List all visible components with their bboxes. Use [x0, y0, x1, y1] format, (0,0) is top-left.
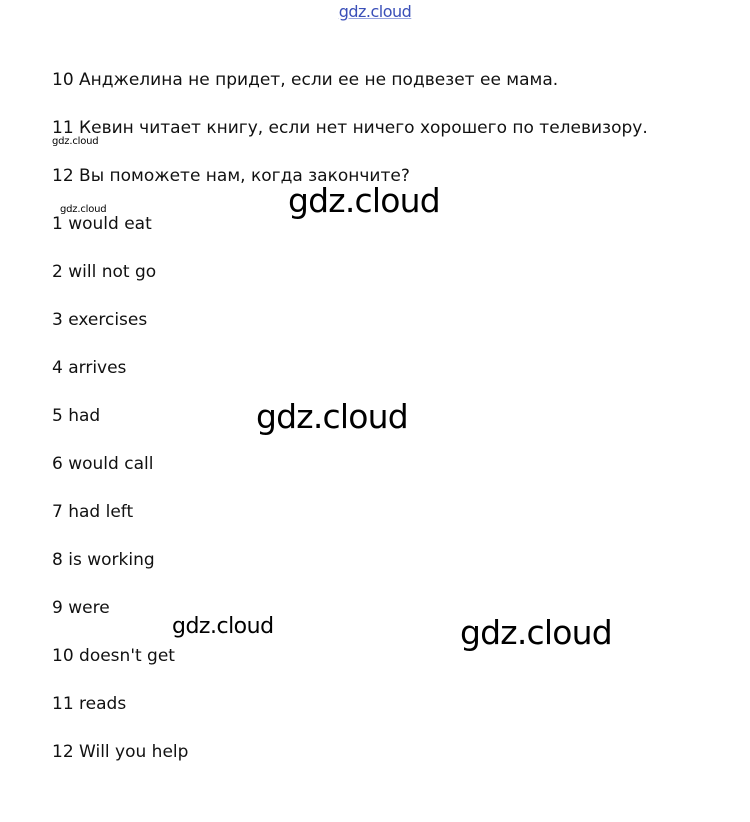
sentence-11: 11 Кевин читает книгу, если нет ничего хорошего по телевизору.	[52, 118, 648, 138]
answer-7: 7 had left	[52, 502, 134, 522]
watermark-small: gdz.cloud	[52, 136, 99, 147]
answer-4: 4 arrives	[52, 358, 127, 378]
sentence-10: 10 Анджелина не придет, если ее не подвезет ее мама.	[52, 70, 559, 90]
watermark-large: gdz.cloud	[256, 397, 408, 436]
answer-3: 3 exercises	[52, 310, 148, 330]
answer-9: 9 were	[52, 598, 110, 618]
answer-8: 8 is working	[52, 550, 155, 570]
answer-12: 12 Will you help	[52, 742, 189, 762]
answer-2: 2 will not go	[52, 262, 157, 282]
watermark-medium: gdz.cloud	[172, 614, 274, 639]
sentence-12: 12 Вы поможете нам, когда закончите?	[52, 166, 410, 186]
watermark-small: gdz.cloud	[60, 204, 107, 215]
answer-1: 1 would eat	[52, 214, 152, 234]
watermark-large: gdz.cloud	[460, 613, 612, 652]
answer-10: 10 doesn't get	[52, 646, 175, 666]
answer-11: 11 reads	[52, 694, 127, 714]
answer-5: 5 had	[52, 406, 101, 426]
watermark-large: gdz.cloud	[288, 181, 440, 220]
header-watermark-link: gdz.cloud	[338, 2, 412, 21]
answer-6: 6 would call	[52, 454, 154, 474]
